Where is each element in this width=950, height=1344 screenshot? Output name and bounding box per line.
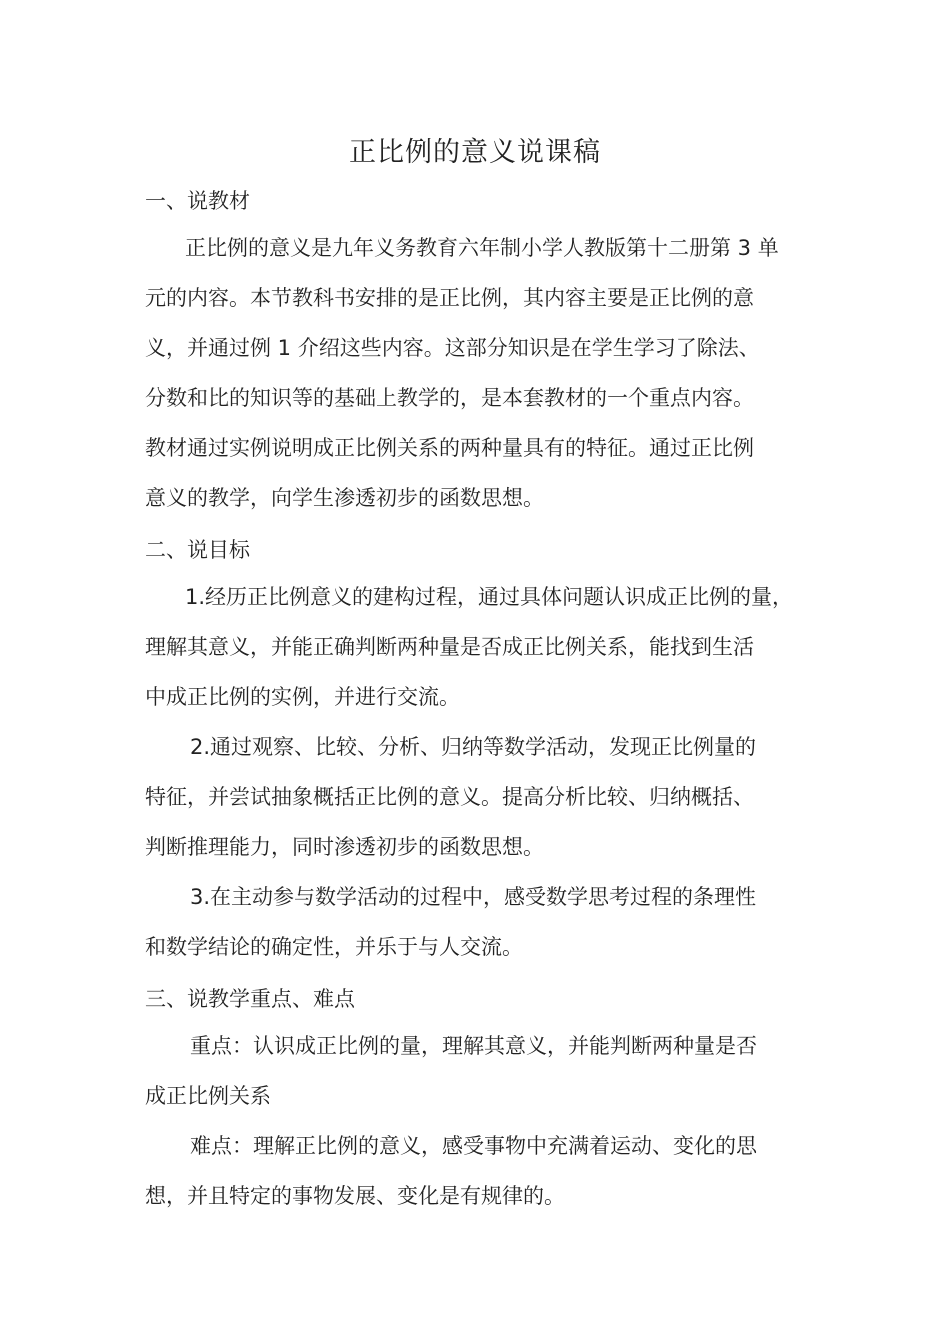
- paragraph-line: 正比例的意义是九年义务教育六年制小学人教版第十二册第 3 单: [185, 236, 779, 260]
- section-heading-2: 二、说目标: [145, 538, 250, 562]
- paragraph-line: 想，并且特定的事物发展、变化是有规律的。: [145, 1184, 565, 1208]
- paragraph-line: 重点：认识成正比例的量，理解其意义，并能判断两种量是否: [190, 1034, 757, 1058]
- section-2-paragraph-3: [145, 872, 810, 972]
- paragraph-line: 判断推理能力，同时渗透初步的函数思想。: [145, 835, 544, 859]
- paragraph-line: 难点：理解正比例的意义，感受事物中充满着运动、变化的思: [190, 1134, 757, 1158]
- paragraph-line: 特征，并尝试抽象概括正比例的意义。提高分析比较、归纳概括、: [145, 785, 754, 809]
- paragraph-line: 分数和比的知识等的基础上教学的，是本套教材的一个重点内容。: [145, 386, 754, 410]
- paragraph-line: 义，并通过例 1 介绍这些内容。这部分知识是在学生学习了除法、: [145, 336, 760, 360]
- paragraph-line: 3.在主动参与数学活动的过程中，感受数学思考过程的条理性: [190, 885, 757, 909]
- section-3-paragraph-1: [145, 1021, 810, 1121]
- section-3-paragraph-2: [145, 1121, 810, 1221]
- section-2-paragraph-2: [145, 722, 810, 872]
- paragraph-line: 和数学结论的确定性，并乐于与人交流。: [145, 935, 523, 959]
- paragraph-line: 中成正比例的实例，并进行交流。: [145, 685, 460, 709]
- section-1-paragraph-1: [145, 223, 810, 523]
- paragraph-line: 意义的教学，向学生渗透初步的函数思想。: [145, 486, 544, 510]
- document-title: 正比例的意义说课稿: [349, 137, 601, 168]
- paragraph-line: 元的内容。本节教科书安排的是正比例，其内容主要是正比例的意: [145, 286, 754, 310]
- section-heading-1: 一、说教材: [145, 189, 250, 213]
- paragraph-line: 理解其意义，并能正确判断两种量是否成正比例关系，能找到生活: [145, 635, 754, 659]
- paragraph-line: 2.通过观察、比较、分析、归纳等数学活动，发现正比例量的: [190, 735, 757, 759]
- section-2-paragraph-1: [145, 572, 810, 722]
- section-heading-3: 三、说教学重点、难点: [145, 987, 355, 1011]
- paragraph-line: 1.经历正比例意义的建构过程，通过具体问题认识成正比例的量，: [185, 585, 794, 609]
- paragraph-line: 教材通过实例说明成正比例关系的两种量具有的特征。通过正比例: [145, 436, 754, 460]
- paragraph-line: 成正比例关系: [145, 1084, 271, 1108]
